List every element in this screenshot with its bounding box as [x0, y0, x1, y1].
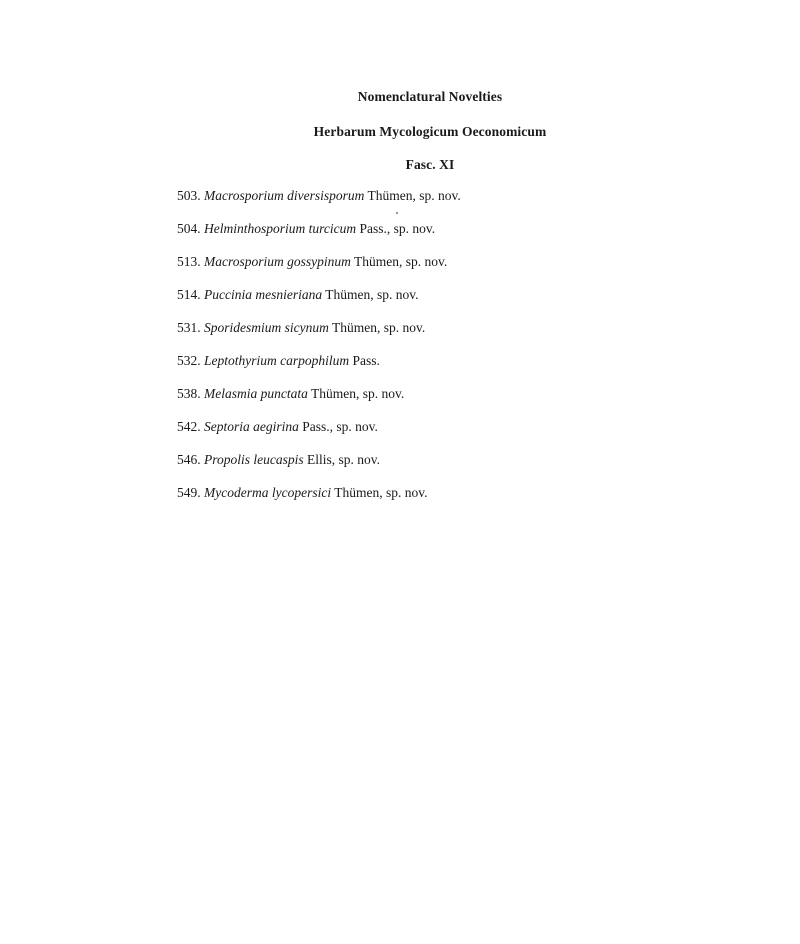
species-authority: Pass., sp. nov. — [359, 221, 436, 236]
species-entry — [177, 352, 461, 385]
species-name: Melasmia punctata — [204, 386, 308, 401]
species-entry — [177, 319, 461, 352]
species-entry — [177, 484, 461, 517]
entry-number: 546. — [177, 452, 201, 467]
document-title: Nomenclatural Novelties — [357, 89, 503, 104]
species-entry — [177, 220, 461, 253]
entry-number: 514. — [177, 287, 201, 302]
species-authority: Pass., sp. nov. — [302, 419, 378, 434]
entry-number: 538. — [177, 386, 201, 401]
species-authority: Ellis, sp. nov. — [307, 452, 381, 467]
species-entry — [177, 451, 461, 484]
species-entry — [177, 286, 461, 319]
entry-number: 532. — [177, 353, 201, 368]
entry-number: 503. — [177, 188, 201, 203]
species-authority: Thümen, sp. nov. — [311, 386, 405, 401]
species-name: Sporidesmium sicynum — [204, 320, 329, 335]
species-name: Septoria aegirina — [204, 419, 299, 434]
fascicle-label: Fasc. XI — [405, 157, 455, 172]
entry-number: 513. — [177, 254, 201, 269]
species-authority: Thümen, sp. nov. — [354, 254, 448, 269]
species-authority: Thümen, sp. nov. — [334, 485, 428, 500]
species-name: Puccinia mesnieriana — [204, 287, 323, 302]
species-authority: Thümen, sp. nov. — [325, 287, 419, 302]
entry-number: 542. — [177, 419, 201, 434]
species-authority: Thümen, sp. nov. — [332, 320, 426, 335]
document-subtitle: Herbarum Mycologicum Oeconomicum — [313, 124, 547, 139]
species-entry — [177, 385, 461, 418]
species-authority: Pass. — [352, 353, 380, 368]
species-name: Mycoderma lycopersici — [204, 485, 332, 500]
species-name: Macrosporium diversisporum — [204, 188, 365, 203]
species-entry — [177, 187, 461, 220]
species-name: Macrosporium gossypinum — [204, 254, 351, 269]
entry-number: 549. — [177, 485, 201, 500]
species-name: Propolis leucaspis — [204, 452, 304, 467]
entry-number: 531. — [177, 320, 201, 335]
species-name: Leptothyrium carpophilum — [204, 353, 350, 368]
species-entry — [177, 253, 461, 286]
species-list — [177, 187, 461, 517]
species-authority: Thümen, sp. nov. — [367, 188, 461, 203]
entry-number: 504. — [177, 221, 201, 236]
species-name: Helminthosporium turcicum — [204, 221, 357, 236]
species-entry — [177, 418, 461, 451]
